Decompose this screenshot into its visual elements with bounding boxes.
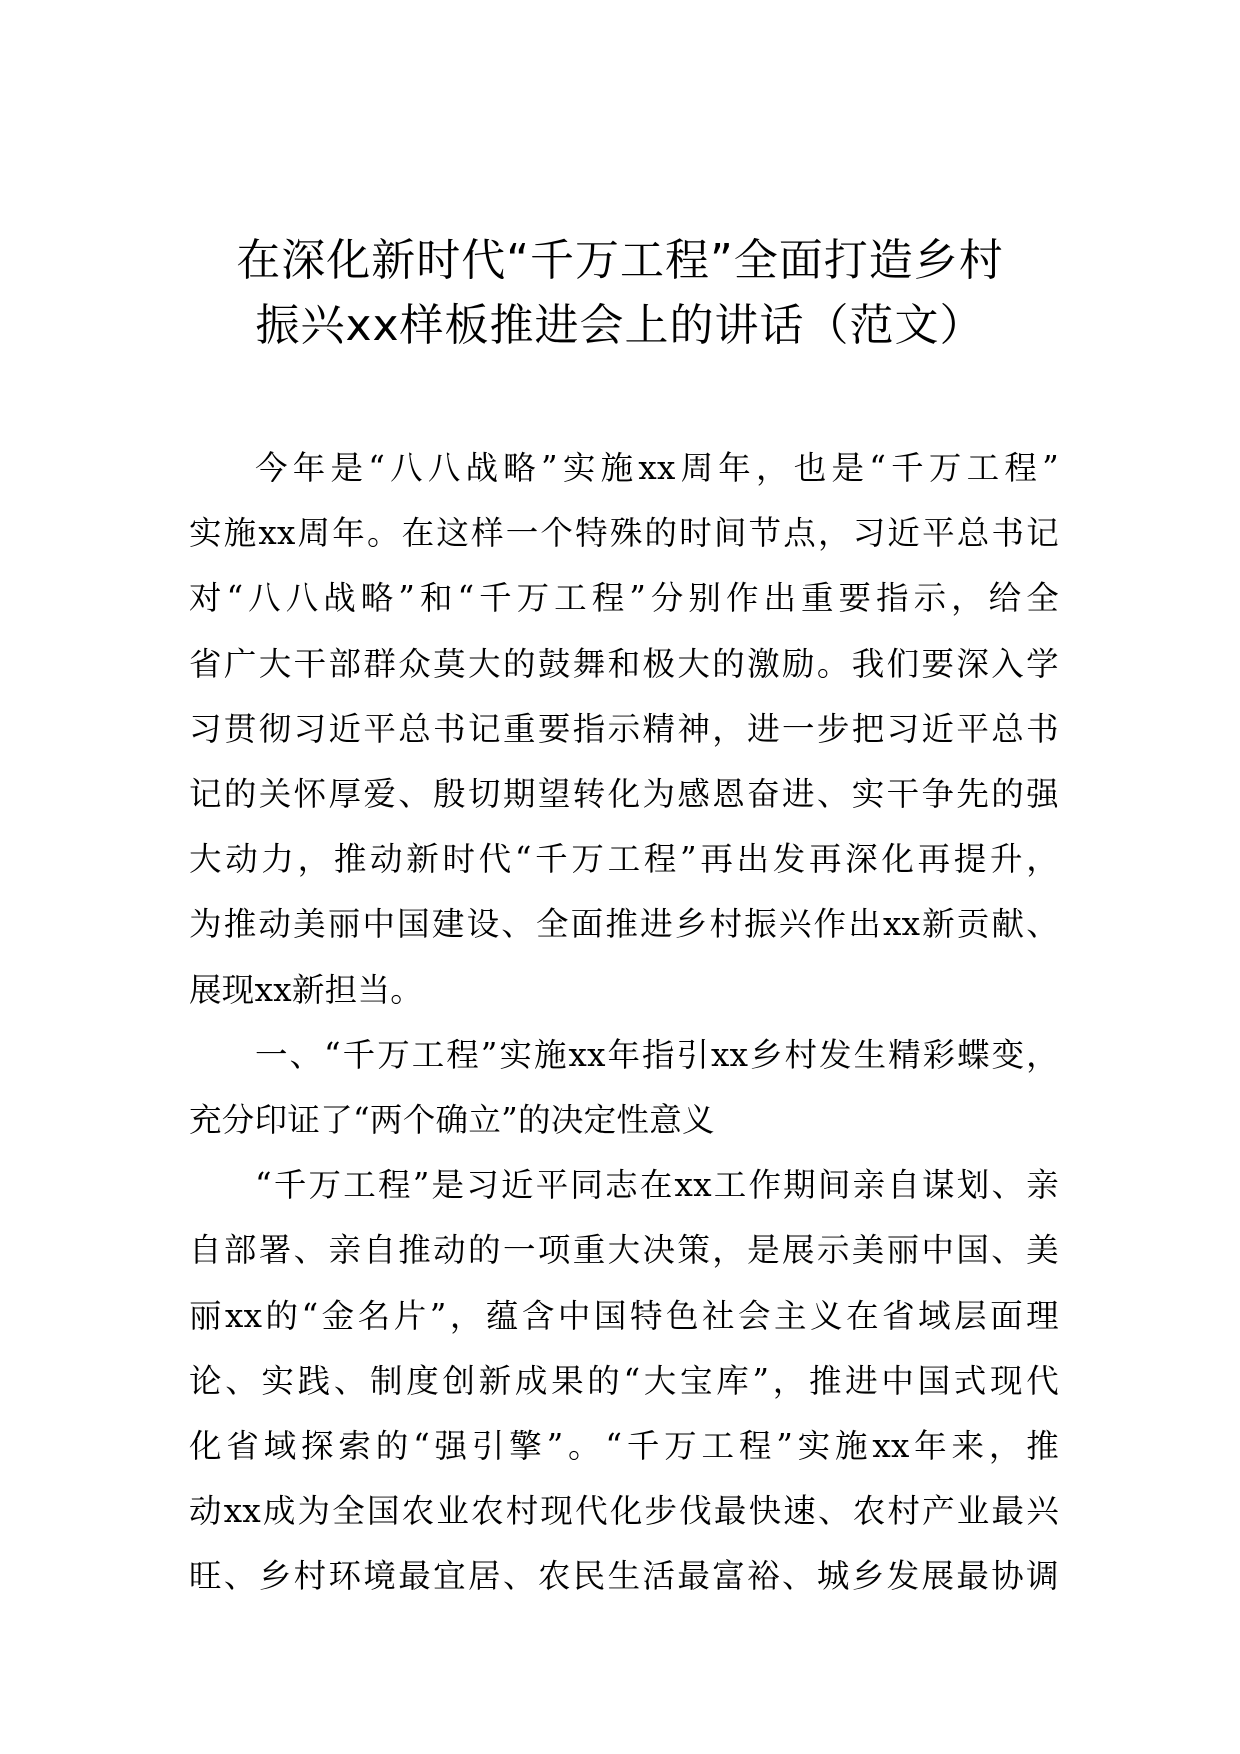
document-body: [189, 436, 1059, 1610]
paragraph-intro: [189, 436, 1059, 1023]
text-line: 习贯彻习近平总书记重要指示精神，进一步把习近平总书: [189, 709, 1059, 748]
text-line: “千万工程”是习近平同志在xx工作期间亲自谋划、亲: [255, 1166, 1059, 1205]
text-line: 论、实践、制度创新成果的“大宝库”，推进中国式现代: [189, 1361, 1059, 1400]
text-line: 旺、乡村环境最宜居、农民生活最富裕、城乡发展最协调: [189, 1557, 1059, 1596]
text-line: 化省域探索的“强引擎”。“千万工程”实施xx年来，推: [189, 1427, 1059, 1466]
text-line: 对“八八战略”和“千万工程”分别作出重要指示，给全: [189, 579, 1059, 618]
heading-line: 一、“千万工程”实施xx年指引xx乡村发生精彩蝶变，: [255, 1035, 1059, 1074]
section-heading-1: [189, 1023, 1059, 1153]
text-line: 丽xx的“金名片”，蕴含中国特色社会主义在省域层面理: [189, 1296, 1059, 1335]
text-line: 实施xx周年。在这样一个特殊的时间节点，习近平总书记: [189, 514, 1059, 553]
text-line: 为推动美丽中国建设、全面推进乡村振兴作出xx新贡献、: [189, 905, 1059, 944]
title-line: 在深化新时代“千万工程”全面打造乡村: [236, 235, 1004, 286]
text-line: 动xx成为全国农业农村现代化步伐最快速、农村产业最兴: [189, 1492, 1059, 1531]
text-line: 自部署、亲自推动的一项重大决策，是展示美丽中国、美: [189, 1231, 1059, 1270]
text-line: 记的关怀厚爱、殷切期望转化为感恩奋进、实干争先的强: [189, 775, 1059, 814]
text-line: 省广大干部群众莫大的鼓舞和极大的激励。我们要深入学: [189, 644, 1059, 683]
paragraph-section-1: [189, 1153, 1059, 1609]
text-line: 大动力，推动新时代“千万工程”再出发再深化再提升，: [189, 840, 1059, 879]
text-line: 今年是“八八战略”实施xx周年，也是“千万工程”: [255, 449, 1059, 487]
heading-line: 充分印证了“两个确立”的决定性意义: [189, 1101, 715, 1140]
document-title: [150, 228, 1090, 358]
text-line: 展现xx新担当。: [189, 970, 424, 1009]
title-line: 振兴xx样板推进会上的讲话（范文）: [255, 300, 985, 351]
